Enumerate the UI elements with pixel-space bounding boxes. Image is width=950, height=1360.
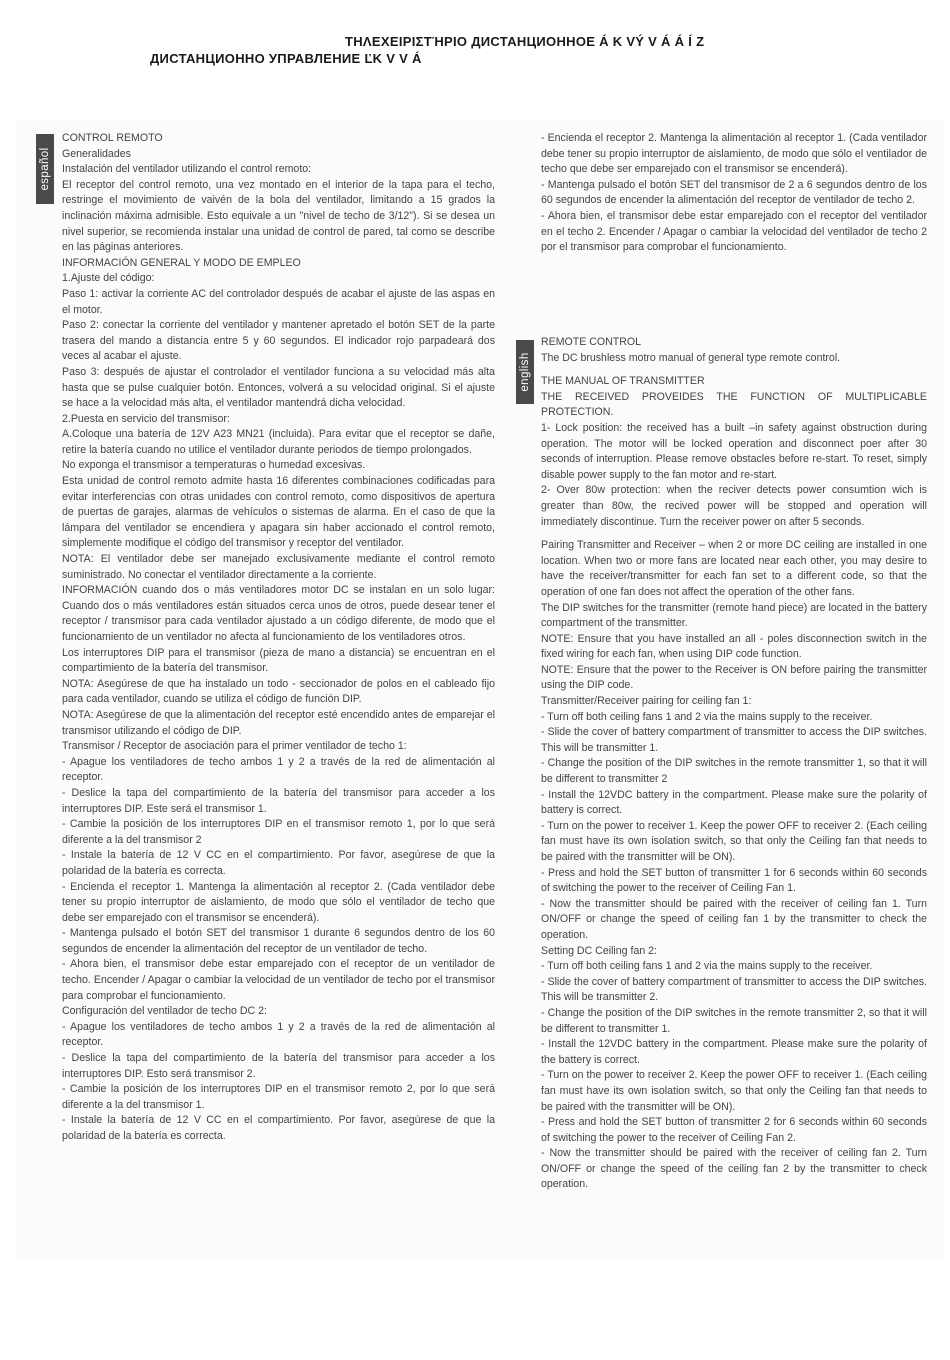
- spanish-paragraph: CONTROL REMOTO: [62, 132, 163, 144]
- spanish-column: [62, 131, 495, 1145]
- spanish-paragraph: Configuración del ventilador de techo DC 2:: [62, 1005, 267, 1018]
- english-paragraph: THE RECEIVED PROVEIDES THE FUNCTION OF MULTIPLICABLE PROTECTION.: [541, 390, 927, 419]
- spanish-paragraph: A.Coloque una batería de 12V A23 MN21 (incluida). Para evitar que el receptor se dañe, retire la batería cuando no utilice el ventilador durante periodos de tiempo prolongados.: [62, 428, 495, 456]
- english-paragraph: NOTE: Ensure that you have installed an all - poles disconnection switch in the fixed wiring for each fan, when using DIP code function.: [541, 632, 927, 661]
- english-paragraph: - Slide the cover of battery compartment of transmitter to access the DIP switches. This will be transmitter 1.: [541, 726, 927, 754]
- english-column: [541, 335, 927, 1193]
- english-paragraph: - Install the 12VDC battery in the compartment. Please make sure the polarity of battery is correct.: [541, 788, 927, 817]
- english-paragraph: - Now the transmitter should be paired with the receiver of ceiling fan 2. Turn ON/OFF or change the speed of the ceiling fan 2 by the transmitter to check operation.: [541, 1147, 927, 1191]
- section-gap: [541, 366, 927, 374]
- english-paragraph: - Press and hold the SET button of transmitter 1 for 6 seconds within 60 seconds of switching the power to the receiver of Ceiling Fan 1.: [541, 866, 927, 895]
- spanish-paragraph: Generalidades: [62, 147, 131, 160]
- english-manual-section: [541, 374, 927, 530]
- english-paragraph: - Turn off both ceiling fans 1 and 2 via the mains supply to the receiver.: [541, 710, 873, 723]
- spanish-paragraph: NOTA: El ventilador debe ser manejado exclusivamente mediante el control remoto suministrado. No conectar el ventilador directamente a la corriente.: [62, 553, 495, 581]
- spanish-paragraph: - Deslice la tapa del compartimiento de la batería del transmisor para acceder a los interruptores DIP. Este será el transmisor 1.: [62, 786, 495, 815]
- language-tab-spanish-label: español: [39, 147, 51, 191]
- spanish-paragraph: Instalación del ventilador utilizando el control remoto:: [62, 163, 312, 176]
- spanish-paragraph: - Apague los ventiladores de techo ambos 1 y 2 a través de la red de alimentación al receptor.: [62, 755, 495, 784]
- english-paragraph: THE MANUAL OF TRANSMITTER: [541, 375, 705, 388]
- spanish-continued-column: [541, 131, 927, 256]
- english-paragraph: Pairing Transmitter and Receiver – when 2 or more DC ceiling are installed in one location. When two or more fans are located near each other, you may desire to have the receiver/transmitter for each fan set to a different code, so that the operation of one fan does not affect the operation of the other fans.: [541, 539, 927, 598]
- spanish-paragraph: INFORMACIÓN cuando dos o más ventiladores motor DC se instalan en un solo lugar: Cuando dos o más ventiladores están situados cerca unos de otros, puede desear tener el receptor / transmisor para cada ventilador ajustado a un código diferente, de modo que el funcionamiento de un ventilador no afecta al funcionamiento de los ventiladores otros.: [62, 584, 495, 643]
- spanish-paragraph: NOTA: Asegúrese de que la alimentación del receptor esté encendido antes de emparejar el transmisor utilizando el código de DIP.: [62, 708, 495, 737]
- spanish-paragraph: Esta unidad de control remoto admite hasta 16 diferentes combinaciones codificadas para evitar interferencias con otras unidades con control remoto, como dispositivos de apertura de puertas de garajes, alarmas de vehículos o sistemas de alarma. En el caso de que la lámpara del ventilador se encendiera y apagara sin haber accionado el control remoto, simplemente modifique el código del transmisor y receptor del ventilador.: [62, 475, 495, 550]
- spanish-paragraph: - Encienda el receptor 1. Mantenga la alimentación al receptor 2. (Cada ventilador debe tener su propio interruptor de aislamiento, de modo que sólo el ventilador de techo que debe ser emparejado con el transmisor se encenderá).: [62, 880, 495, 924]
- spanish-paragraph: 1.Ajuste del código:: [62, 272, 155, 285]
- spanish-paragraph: - Instale la batería de 12 V CC en el compartimiento. Por favor, asegúrese de que la polaridad de la batería es correcta.: [62, 1114, 495, 1142]
- spanish-paragraph: El receptor del control remoto, una vez montado en el interior de la tapa para el techo, restringe el movimiento de vaivén de la bola del ventilador, limitando a 15 grados la inclinación máxima admisible. Esto equivale a un "nivel de techo de 3/12"). Si se desea un nivel superior, se recomienda instalar una unidad de control de pared, tal como se describe en las páginas anteriores.: [62, 178, 495, 254]
- english-paragraph: Transmitter/Receiver pairing for ceiling fan 1:: [541, 695, 752, 708]
- english-paragraph: Setting DC Ceiling fan 2:: [541, 944, 658, 957]
- english-paragraph: - Now the transmitter should be paired with the receiver of ceiling fan 1. Turn ON/OFF or change the speed of ceiling fan 1 by the transmitter to check the operation.: [541, 897, 927, 941]
- english-paragraph: - Turn on the power to receiver 1. Keep the power OFF to receiver 2. (Each ceiling fan must have its own isolation switch, so that only the Ceiling fan that needs to be paired with the transmitter will be ON).: [541, 819, 927, 863]
- header-title-line-1: ΤΗΛΕΧΕΙΡΙΣΤΉΡΙΟ ДИСТАНЦИОННОЕ Á K VÝ V Á Á Í Z: [345, 34, 705, 49]
- spanish-paragraph: - Cambie la posición de los interruptores DIP en el transmisor remoto 1, por lo que será diferente a la del transmisor 2: [62, 818, 495, 846]
- spanish-paragraph: Transmisor / Receptor de asociación para el primer ventilador de techo 1:: [62, 740, 407, 753]
- header-title-line-2: ДИСТАНЦИОННО УПРАВЛЕНИЕ ĽK V V Á: [150, 51, 422, 66]
- spanish-paragraph: No exponga el transmisor a temperaturas o humedad excesivas.: [62, 459, 366, 472]
- english-paragraph: 1- Lock position: the received has a built –in safety against obstruction during operation. The motor will be locked operation and disconnect poer after 30 seconds of interruption. Please remove obstacles before re-start. To reset, simply disable power supply to the fan motor and re-start.: [541, 421, 927, 481]
- spanish-paragraph: 2.Puesta en servicio del transmisor:: [62, 412, 230, 425]
- spanish-paragraph: - Mantenga pulsado el botón SET del transmisor 1 durante 6 segundos dentro de los 60 segundos de encender la alimentación del receptor de un ventilador de techo.: [62, 927, 495, 955]
- english-paragraph: - Change the position of the DIP switches in the remote transmitter 1, so that it will be different to transmitter 2: [541, 757, 927, 786]
- spanish-paragraph: Paso 2: conectar la corriente del ventilador y mantener apretado el botón SET de la parte trasera del mando a distancia entre 5 y 60 segundos. El indicador rojo parpadeará dos veces al acabar el ajuste.: [62, 319, 495, 363]
- spanish-paragraph: - Ahora bien, el transmisor debe estar emparejado con el receptor del ventilador en el techo 2. Encender / Apagar o cambiar la velocidad del ventilador de techo 2 por el transmisor para comprobar el funcionamiento.: [541, 209, 927, 254]
- english-intro-section: [541, 335, 927, 366]
- spanish-paragraph: - Ahora bien, el transmisor debe estar emparejado con el receptor de un ventilador de techo. Encender / Apagar o cambiar la velocidad de un ventilador de techo por el transmisor para comprobar el funcionamiento.: [62, 958, 495, 1002]
- english-paragraph: The DIP switches for the transmitter (remote hand piece) are located in the battery compartment of the transmitter.: [541, 601, 927, 630]
- spanish-paragraph: NOTA: Asegúrese de que ha instalado un todo - seccionador de polos en el cableado fijo para cada ventilador, cuando se utiliza el código de función DIP.: [62, 677, 495, 706]
- spanish-paragraph: - Deslice la tapa del compartimiento de la batería del transmisor para acceder a los interruptores DIP. Esto será transmisor 2.: [62, 1052, 495, 1080]
- spanish-paragraph: INFORMACIÓN GENERAL Y MODO DE EMPLEO: [62, 256, 301, 269]
- language-tab-english-label: english: [519, 352, 531, 392]
- language-tab-spanish: [36, 134, 54, 204]
- english-paragraph: - Turn on the power to receiver 2. Keep the power OFF to receiver 1. (Each ceiling fan must have its own isolation switch, so that only the Ceiling fan that needs to be paired with the transmitter will be ON).: [541, 1069, 927, 1113]
- spanish-paragraph: Los interruptores DIP para el transmisor (pieza de mano a distancia) se encuentran en el compartimiento de la batería del transmisor.: [62, 646, 495, 675]
- spanish-paragraph: - Mantenga pulsado el botón SET del transmisor de 2 a 6 segundos dentro de los 60 segundos de encender la alimentación del receptor de ventilador de techo 2.: [541, 178, 927, 207]
- english-paragraph: - Press and hold the SET button of transmitter 2 for 6 seconds within 60 seconds of switching the power to the receiver of Ceiling Fan 2.: [541, 1116, 927, 1144]
- spanish-paragraph: - Encienda el receptor 2. Mantenga la alimentación al receptor 1. (Cada ventilador debe tener su propio interruptor de aislamiento, de modo que sólo el ventilador de techo que debe ser emparejado con el transmisor se encenderá).: [541, 132, 927, 176]
- english-paragraph: 2- Over 80w protection: when the reciver detects power consumtion wich is greater than 80w, the recived power will be stopped and operation will immediately discontinue. Turn the receiver power on after 5 seconds.: [541, 484, 927, 528]
- spanish-paragraph: Paso 3: después de ajustar el controlador el ventilador funciona a su velocidad más alta hasta que se pulse cualquier botón. Entonces, volverá a su velocidad original. Si el ajuste se hace a la velocidad más alta, el ventilador mantendrá dicha velocidad.: [62, 365, 495, 410]
- spanish-paragraph: - Instale la batería de 12 V CC en el compartimiento. Por favor, asegúrese de que la polaridad de la batería es correcta.: [62, 849, 495, 877]
- english-paragraph: - Install the 12VDC battery in the compartment. Please make sure the polarity of the battery is correct.: [541, 1038, 927, 1066]
- spanish-paragraph: Paso 1: activar la corriente AC del controlador después de acabar el ajuste de las aspas en el motor.: [62, 287, 495, 316]
- english-paragraph: - Slide the cover of battery compartment of transmitter to access the DIP switches. This will be transmitter 2.: [541, 975, 927, 1004]
- english-paragraph: - Change the position of the DIP switches in the remote transmitter 2, so that it will be different to transmitter 1.: [541, 1006, 927, 1035]
- spanish-paragraph: - Cambie la posición de los interruptores DIP en el transmisor remoto 2, por lo que será diferente a la del transmisor 1.: [62, 1083, 495, 1111]
- section-gap: [541, 530, 927, 538]
- spanish-paragraph: - Apague los ventiladores de techo ambos 1 y 2 a través de la red de alimentación al receptor.: [62, 1020, 495, 1049]
- english-pairing-section: [541, 538, 927, 1193]
- language-tab-english: [516, 340, 534, 404]
- english-paragraph: NOTE: Ensure that the power to the Receiver is ON before pairing the transmitter using the DIP code.: [541, 663, 927, 692]
- english-paragraph: The DC brushless motro manual of general type remote control.: [541, 351, 841, 364]
- english-paragraph: REMOTE CONTROL: [541, 336, 642, 348]
- english-paragraph: - Turn off both ceiling fans 1 and 2 via the mains supply to the receiver.: [541, 960, 873, 973]
